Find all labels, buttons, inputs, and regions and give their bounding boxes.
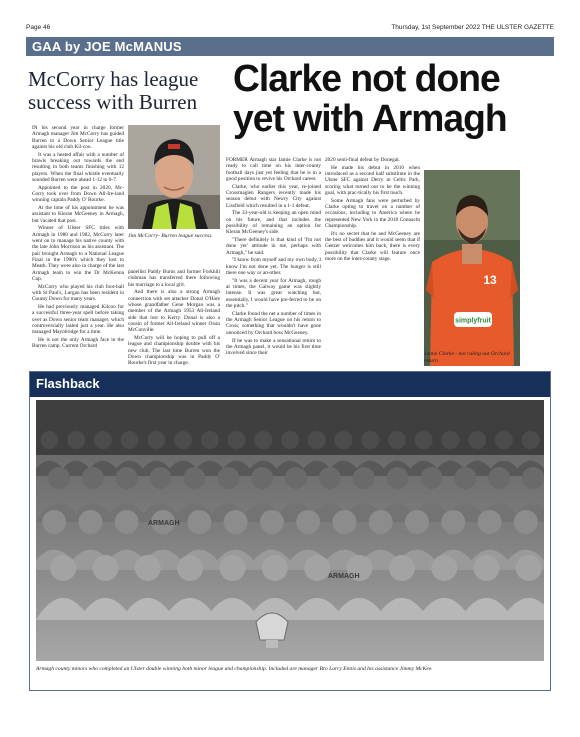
clarke-caption-column [423, 157, 520, 357]
player-head [361, 431, 379, 449]
player-head [454, 467, 476, 489]
team-photo [36, 400, 544, 661]
player-head [468, 431, 486, 449]
player-head [116, 467, 138, 489]
player-head [522, 431, 540, 449]
article-paragraph: He made his debut in 2010 when introduced as a second half substitute in the Ulster SFC against Derry in Celtic Park, scoring what turned out to be the winning goal, with prac-tically his first touch. [325, 164, 420, 196]
article-paragraph: McCorry who played his club foot-ball with St Paul's, Lurgan has been resident in County Down for many years. [32, 283, 124, 303]
player-head [522, 467, 544, 489]
player-head [262, 555, 288, 581]
player-head [308, 431, 326, 449]
player-head [147, 431, 165, 449]
article-paragraph: Winner of Ulster SFC titles with Armagh in 1980 and 1982, McCorry later went on to manage his native county with the late John Morrison as his assistant. The pair brought Armagh to a National League Final in the 1990's which they lost to Meath. They were also in charge of the last Armagh team to win the Dr McKenna Cup. [32, 225, 124, 282]
player-head [224, 510, 248, 534]
player-head [115, 510, 139, 534]
player-head [260, 510, 284, 534]
player-head [78, 510, 102, 534]
player-head [389, 555, 415, 581]
player-head [48, 467, 70, 489]
player-head [281, 431, 299, 449]
player-head [474, 555, 500, 581]
player-head [177, 555, 203, 581]
flashback-header [30, 372, 550, 397]
mccorry-photo-caption: Jim McCorry- Burren league success. [128, 233, 213, 239]
clarke-column-2 [325, 157, 420, 369]
player-head [201, 431, 219, 449]
jersey-lettering: ARMAGH [148, 520, 180, 527]
player-head [369, 510, 393, 534]
jersey-lettering: ARMAGH [328, 573, 360, 580]
player-head [220, 555, 246, 581]
mccorry-column-2 [128, 269, 220, 369]
player-head [388, 431, 406, 449]
player-head [405, 510, 429, 534]
article-paragraph: FORMER Armagh star Jamie Clarke is not ready to call time on his inter-county football days just yet feeling that he is in a good position to revive his Orchard career. [226, 157, 321, 182]
player-head [40, 431, 58, 449]
headline-clarke: Clarke not done yet with Armagh [233, 58, 507, 140]
player-head [174, 431, 192, 449]
flashback-label: Flashback [36, 376, 100, 391]
player-head [254, 431, 272, 449]
player-head [431, 555, 457, 581]
player-head [488, 467, 510, 489]
article-paragraph: If he was to make a sensational return to the Armagh panel, it would be his first time involved since their [226, 337, 321, 357]
player-head [150, 467, 172, 489]
player-head [334, 431, 352, 449]
jersey-number-text: 13 [483, 273, 497, 287]
flashback-caption: Armagh county minors who completed an Ulster double winning both minor league and championship. Included are manager Bro Larry Ennis and his assistance Jimmy McKee. [36, 666, 433, 672]
player-head [441, 510, 465, 534]
article-paragraph: The 33-year-old is keeping an open mind on his future, and that includes the possibility of remaining an option for Kieran McGeeney's side. [226, 210, 321, 236]
player-head [135, 555, 161, 581]
headline-mccorry: McCorry has league success with Burren [28, 67, 199, 114]
article-paragraph: It was a heated affair with a number of brawls breaking out towards the end resulting in both teams finishing with 12 players. When the final whistle eventually sounded Burren were ahead 1-12 to 0-7. [32, 151, 124, 183]
article-paragraph: 2020 semi-final defeat by Donegal. [325, 157, 400, 163]
article-paragraph: Clarke, who earlier this year, re-joined Crossmaglen Rangers recently made his season debut with Newry City against Lissfield which resulted in a 1-1 defeat. [226, 183, 321, 209]
article-paragraph: And there is also a strong Armagh connection with set attacker Donal O'Hare whose grandfather Gene Morgan was a member of the Armagh 1953 All-Ireland side that lost to Kerry. Donal is also a cousin of former All-Ireland winner Oisin McConville. [128, 289, 220, 334]
clarke-photo-caption: Jamie Clarke - not ruling out Orchard return. [424, 351, 510, 364]
date-masthead: Thursday, 1st September 2022 THE ULSTER GAZETTE [391, 24, 554, 31]
player-head [42, 510, 66, 534]
player-head [415, 431, 433, 449]
player-head [50, 555, 76, 581]
mccorry-column-1 [32, 125, 124, 369]
player-head [478, 510, 502, 534]
player-head [514, 510, 538, 534]
player-head [183, 467, 205, 489]
article-paragraph: "I know from myself and my own body, I know I'm not done yet. The hunger is still there one way or an-other. [226, 257, 321, 277]
player-head [332, 510, 356, 534]
article-paragraph: He had previously managed Kilcoo for a successful three-year spell before taking over as Down senior team manager, which controversially lasted just a year. He also managed Mayobridge for a time. [32, 304, 124, 336]
player-head [495, 431, 513, 449]
article-paragraph: Clarke found the net a number of times in the Armagh Senior League on his return to Cross, something that wouldn't have gone unnoticed by Orchard boss McGeeney. [226, 310, 321, 336]
player-head [67, 431, 85, 449]
trophy-icon [256, 613, 288, 640]
article-paragraph: At the time of his appointment he was assistant to Kieran McGeeney in Armagh, but vacated that post. [32, 205, 124, 224]
page-number: Page 46 [26, 24, 51, 31]
player-head [251, 467, 273, 489]
player-head [82, 467, 104, 489]
article-paragraph: He is not the only Armagh face in the Burren camp. Current Orchard [32, 337, 124, 350]
clarke-column-1 [226, 157, 321, 369]
article-paragraph: "It was a decent year for Armagh, rough at times, the Galway game was slightly intense. It was great watching but, essentially, I would have pre-ferred to be on the pitch." [226, 277, 321, 310]
player-head [228, 431, 246, 449]
player-head [516, 555, 542, 581]
player-head [296, 510, 320, 534]
player-head [353, 467, 375, 489]
player-head [94, 431, 112, 449]
mccorry-photo [128, 125, 220, 229]
player-head [217, 467, 239, 489]
player-head [304, 555, 330, 581]
mccorry-portrait-image [128, 125, 220, 229]
article-paragraph: It's no secret that he and McGeeney are the best of buddies and it would seem that if Geezer welcomes him back, there is every possibility that Clarke will feature once more on the inter-county stage. [325, 230, 420, 262]
player-head [93, 555, 119, 581]
article-paragraph: McCorry will be hoping to pull off a league and championship double with his new club. The last time Burren won the Down championship was in Paddy O' Rourke's first year in charge. [128, 334, 220, 367]
section-banner-label: GAA by JOE McMANUS [32, 39, 182, 54]
article-paragraph: Appointed to the post in 2020, Mc-Corry took over from Down All-Ire-land winning captain Paddy O' Rourke. [32, 184, 124, 204]
article-paragraph: IN his second year in charge former Armagh manager Jim McCorry has guided Burren to a Down Senior League title against his old club Kil-coo. [32, 125, 124, 150]
player-head [187, 510, 211, 534]
article-paragraph: Some Armagh fans were perturbed by Clarke opting to travel on a number of occasions, including to America where he represented New York in the 2018 Connacht Championship. [325, 197, 420, 229]
flashback-panel [29, 371, 551, 691]
player-head [420, 467, 442, 489]
folio-line [26, 24, 554, 34]
section-banner [26, 37, 554, 56]
article-paragraph: "There definitely is that kind of 'I'm not done yet' attitude in me, perhaps with Armagh," he said. [226, 237, 321, 256]
player-head [285, 467, 307, 489]
player-head [121, 431, 139, 449]
jersey-sponsor-text: simplyfruit [455, 317, 491, 325]
player-head [441, 431, 459, 449]
article-paragraph: panellist Paddy Burns and former Forkhill clubman has transferred there following his marriage to a local girl. [128, 269, 220, 288]
team-group-image [36, 400, 544, 661]
player-head [319, 467, 341, 489]
player-head [387, 467, 409, 489]
